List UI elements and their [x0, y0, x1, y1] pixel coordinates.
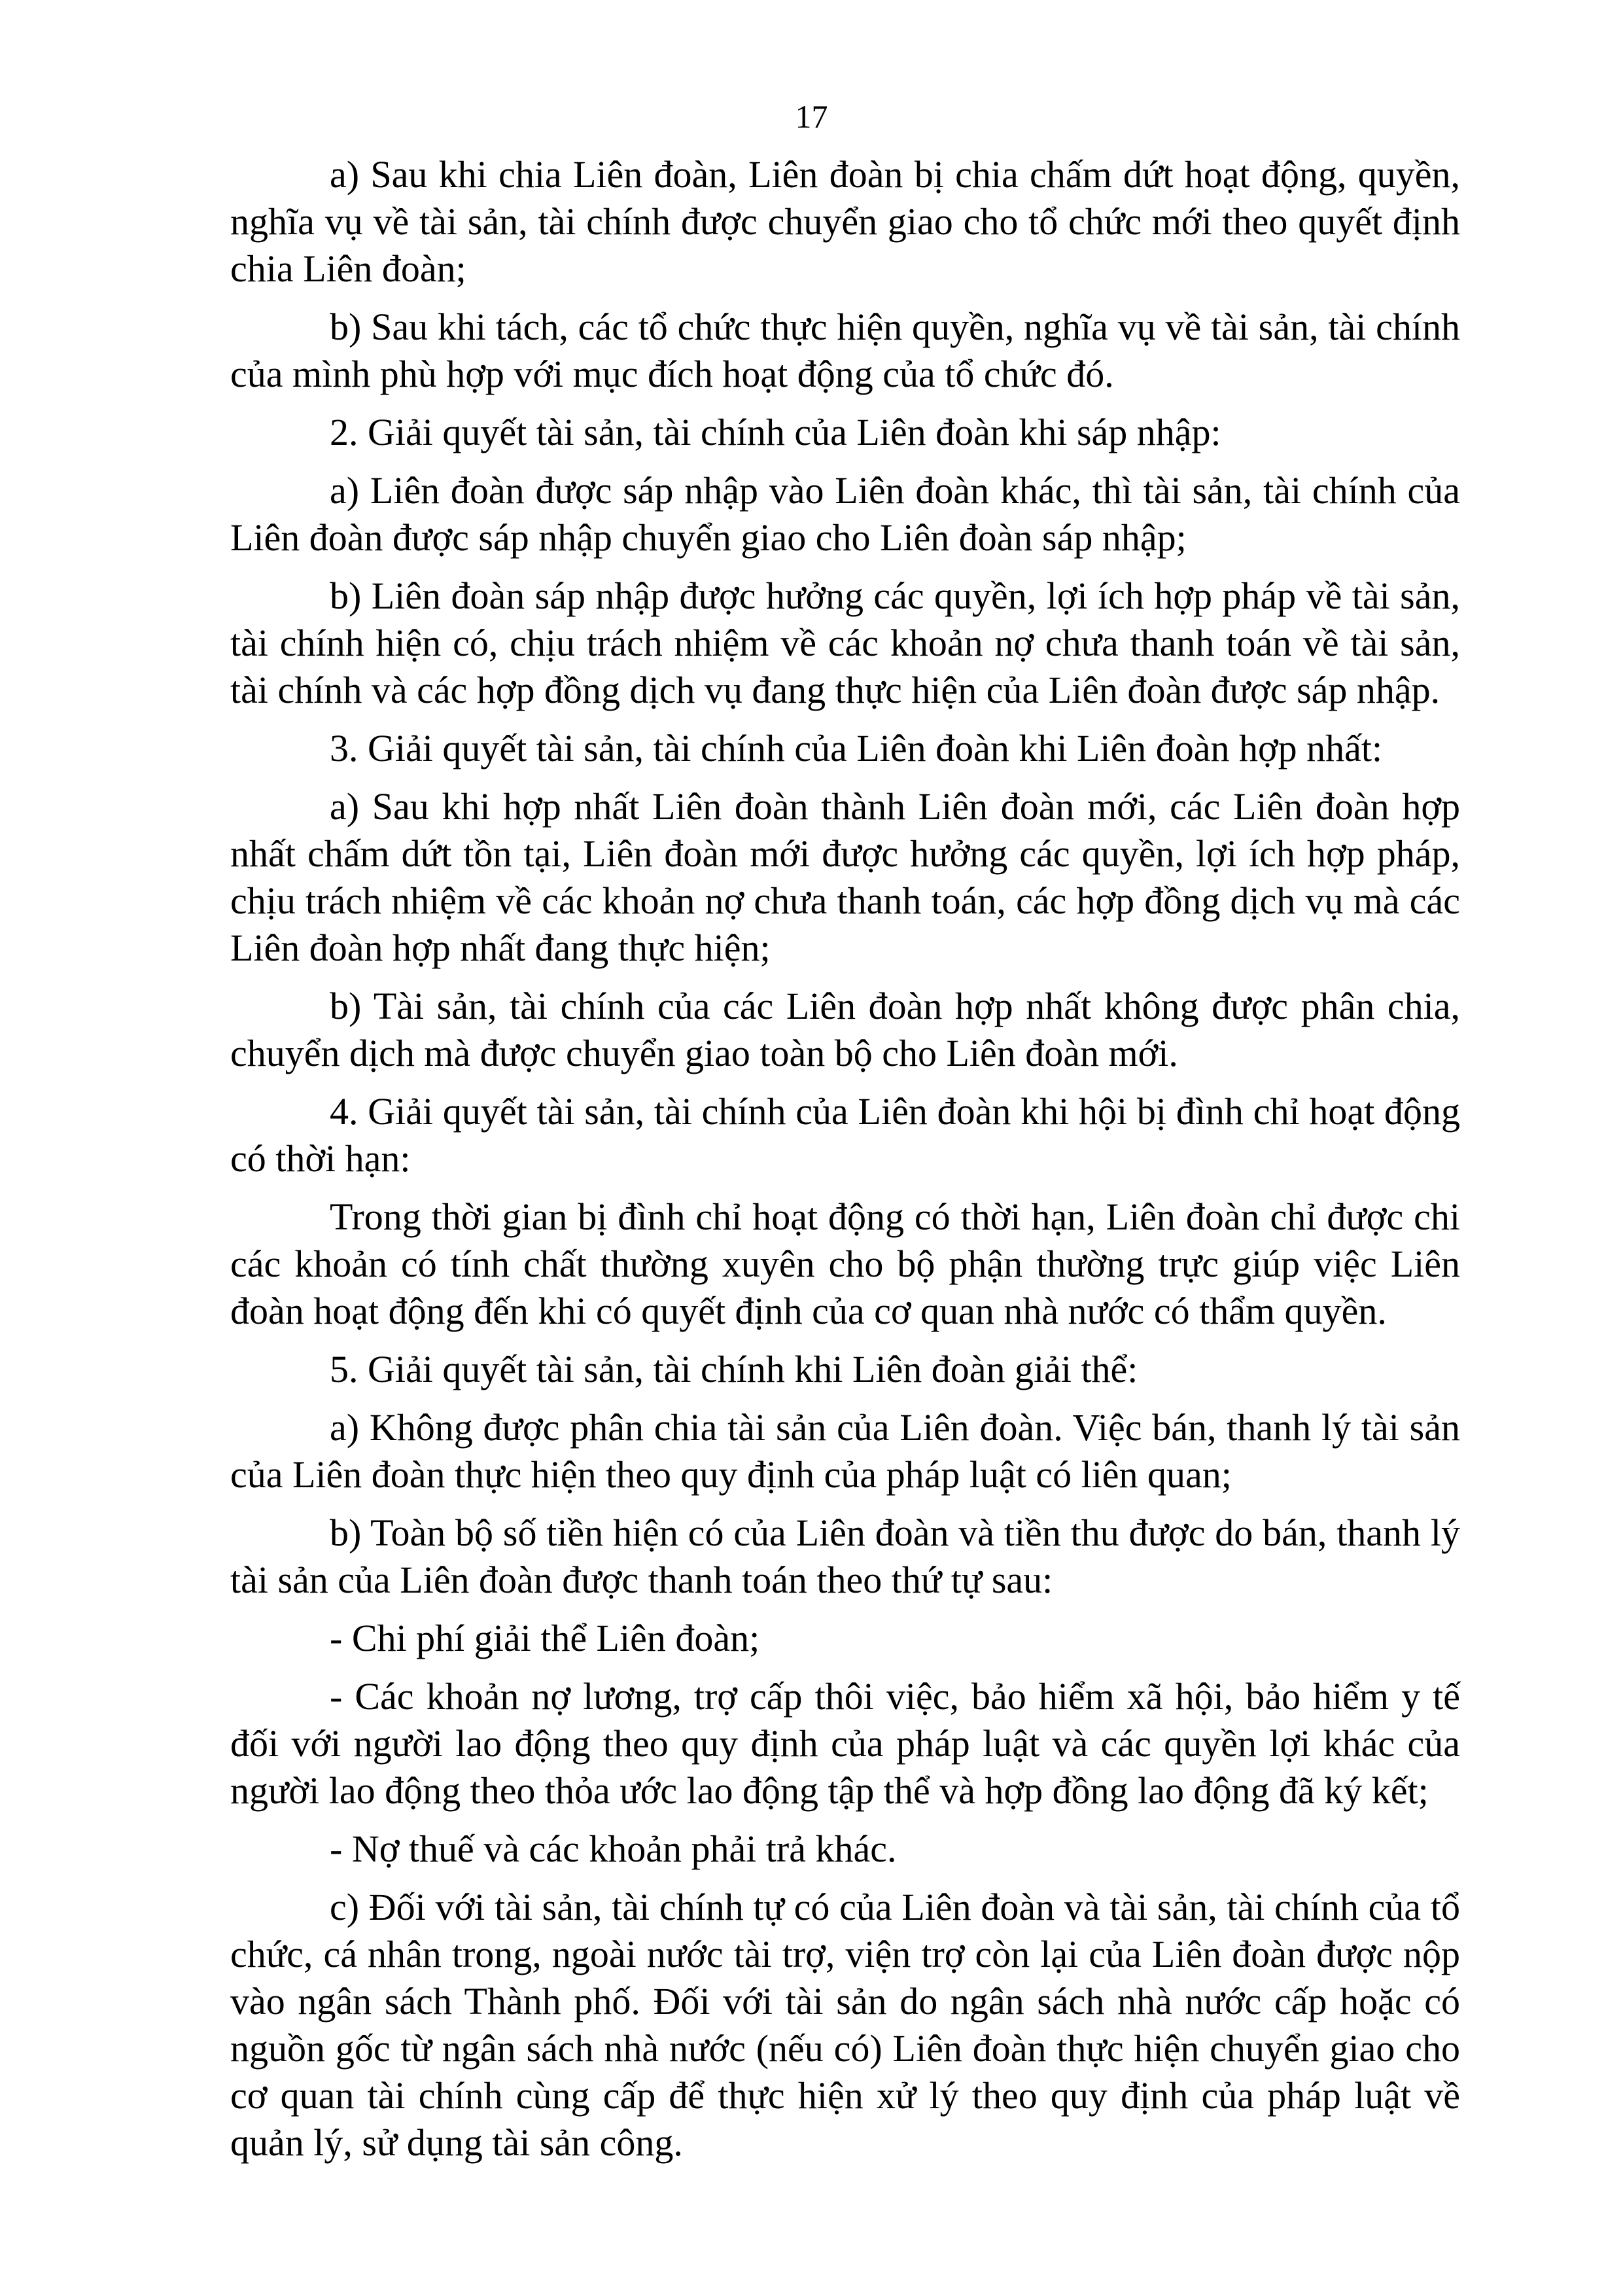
paragraph-5c-remaining-assets: c) Đối với tài sản, tài chính tự có của Liên đoàn và tài sản, tài chính của tổ chức, cá nhân trong, ngoài nước tài trợ, viện trợ còn lại của Liên đoàn được nộp vào ngân sách Thành phố. Đối với tài sản do ngân sách nhà nước cấp hoặc có nguồn gốc từ ngân sách nhà nước (nếu có) Liên đoàn thực hiện chuyển giao cho cơ quan tài chính cùng cấp để thực hiện xử lý theo quy định của pháp luật về quản lý, sử dụng tài sản công. [230, 1886, 1460, 2164]
list-item-employee-debts: - Các khoản nợ lương, trợ cấp thôi việc, bảo hiểm xã hội, bảo hiểm y tế đối với người lao động theo quy định của pháp luật và các quyền lợi khác của người lao động theo thỏa ước lao động tập thể và hợp đồng lao động đã ký kết; [230, 1675, 1460, 1812]
paragraph-2a-merged-transfer: a) Liên đoàn được sáp nhập vào Liên đoàn khác, thì tài sản, tài chính của Liên đoàn được sáp nhập chuyển giao cho Liên đoàn sáp nhập; [230, 469, 1460, 559]
paragraph-5-dissolution-heading: 5. Giải quyết tài sản, tài chính khi Liên đoàn giải thể: [330, 1348, 1138, 1390]
paragraph-4-suspension-heading: 4. Giải quyết tài sản, tài chính của Liên đoàn khi hội bị đình chỉ hoạt động có thời hạn: [230, 1090, 1460, 1180]
page-number: 17 [795, 98, 828, 135]
paragraph-3b-consolidation-assets: b) Tài sản, tài chính của các Liên đoàn hợp nhất không được phân chia, chuyển dịch mà được chuyển giao toàn bộ cho Liên đoàn mới. [230, 985, 1460, 1074]
document-body [230, 151, 1460, 2178]
paragraph-3-consolidation-heading: 3. Giải quyết tài sản, tài chính của Liên đoàn khi Liên đoàn hợp nhất: [330, 727, 1383, 769]
list-item-tax-debts: - Nợ thuế và các khoản phải trả khác. [330, 1828, 897, 1870]
list-item-dissolution-costs: - Chi phí giải thể Liên đoàn; [330, 1617, 760, 1659]
paragraph-3a-consolidation-rights: a) Sau khi hợp nhất Liên đoàn thành Liên đoàn mới, các Liên đoàn hợp nhất chấm dứt tồn tại, Liên đoàn mới được hưởng các quyền, lợi ích hợp pháp, chịu trách nhiệm về các khoản nợ chưa thanh toán, các hợp đồng dịch vụ mà các Liên đoàn hợp nhất đang thực hiện; [230, 785, 1460, 969]
paragraph-1b-separation: b) Sau khi tách, các tổ chức thực hiện quyền, nghĩa vụ về tài sản, tài chính của mình phù hợp với mục đích hoạt động của tổ chức đó. [230, 306, 1460, 395]
paragraph-1a-split-transfer: a) Sau khi chia Liên đoàn, Liên đoàn bị chia chấm dứt hoạt động, quyền, nghĩa vụ về tài sản, tài chính được chuyển giao cho tổ chức mới theo quyết định chia Liên đoàn; [230, 153, 1460, 290]
paragraph-2b-merging-rights: b) Liên đoàn sáp nhập được hưởng các quyền, lợi ích hợp pháp về tài sản, tài chính hiện có, chịu trách nhiệm về các khoản nợ chưa thanh toán về tài sản, tài chính và các hợp đồng dịch vụ đang thực hiện của Liên đoàn được sáp nhập. [230, 574, 1460, 711]
paragraph-5b-payment-order: b) Toàn bộ số tiền hiện có của Liên đoàn và tiền thu được do bán, thanh lý tài sản của Liên đoàn được thanh toán theo thứ tự sau: [230, 1511, 1460, 1601]
paragraph-5a-no-division: a) Không được phân chia tài sản của Liên đoàn. Việc bán, thanh lý tài sản của Liên đoàn thực hiện theo quy định của pháp luật có liên quan; [230, 1406, 1460, 1496]
paragraph-4-suspension-body: Trong thời gian bị đình chỉ hoạt động có thời hạn, Liên đoàn chỉ được chi các khoản có tính chất thường xuyên cho bộ phận thường trực giúp việc Liên đoàn hoạt động đến khi có quyết định của cơ quan nhà nước có thẩm quyền. [230, 1195, 1460, 1332]
paragraph-2-merger-heading: 2. Giải quyết tài sản, tài chính của Liên đoàn khi sáp nhập: [330, 411, 1221, 453]
